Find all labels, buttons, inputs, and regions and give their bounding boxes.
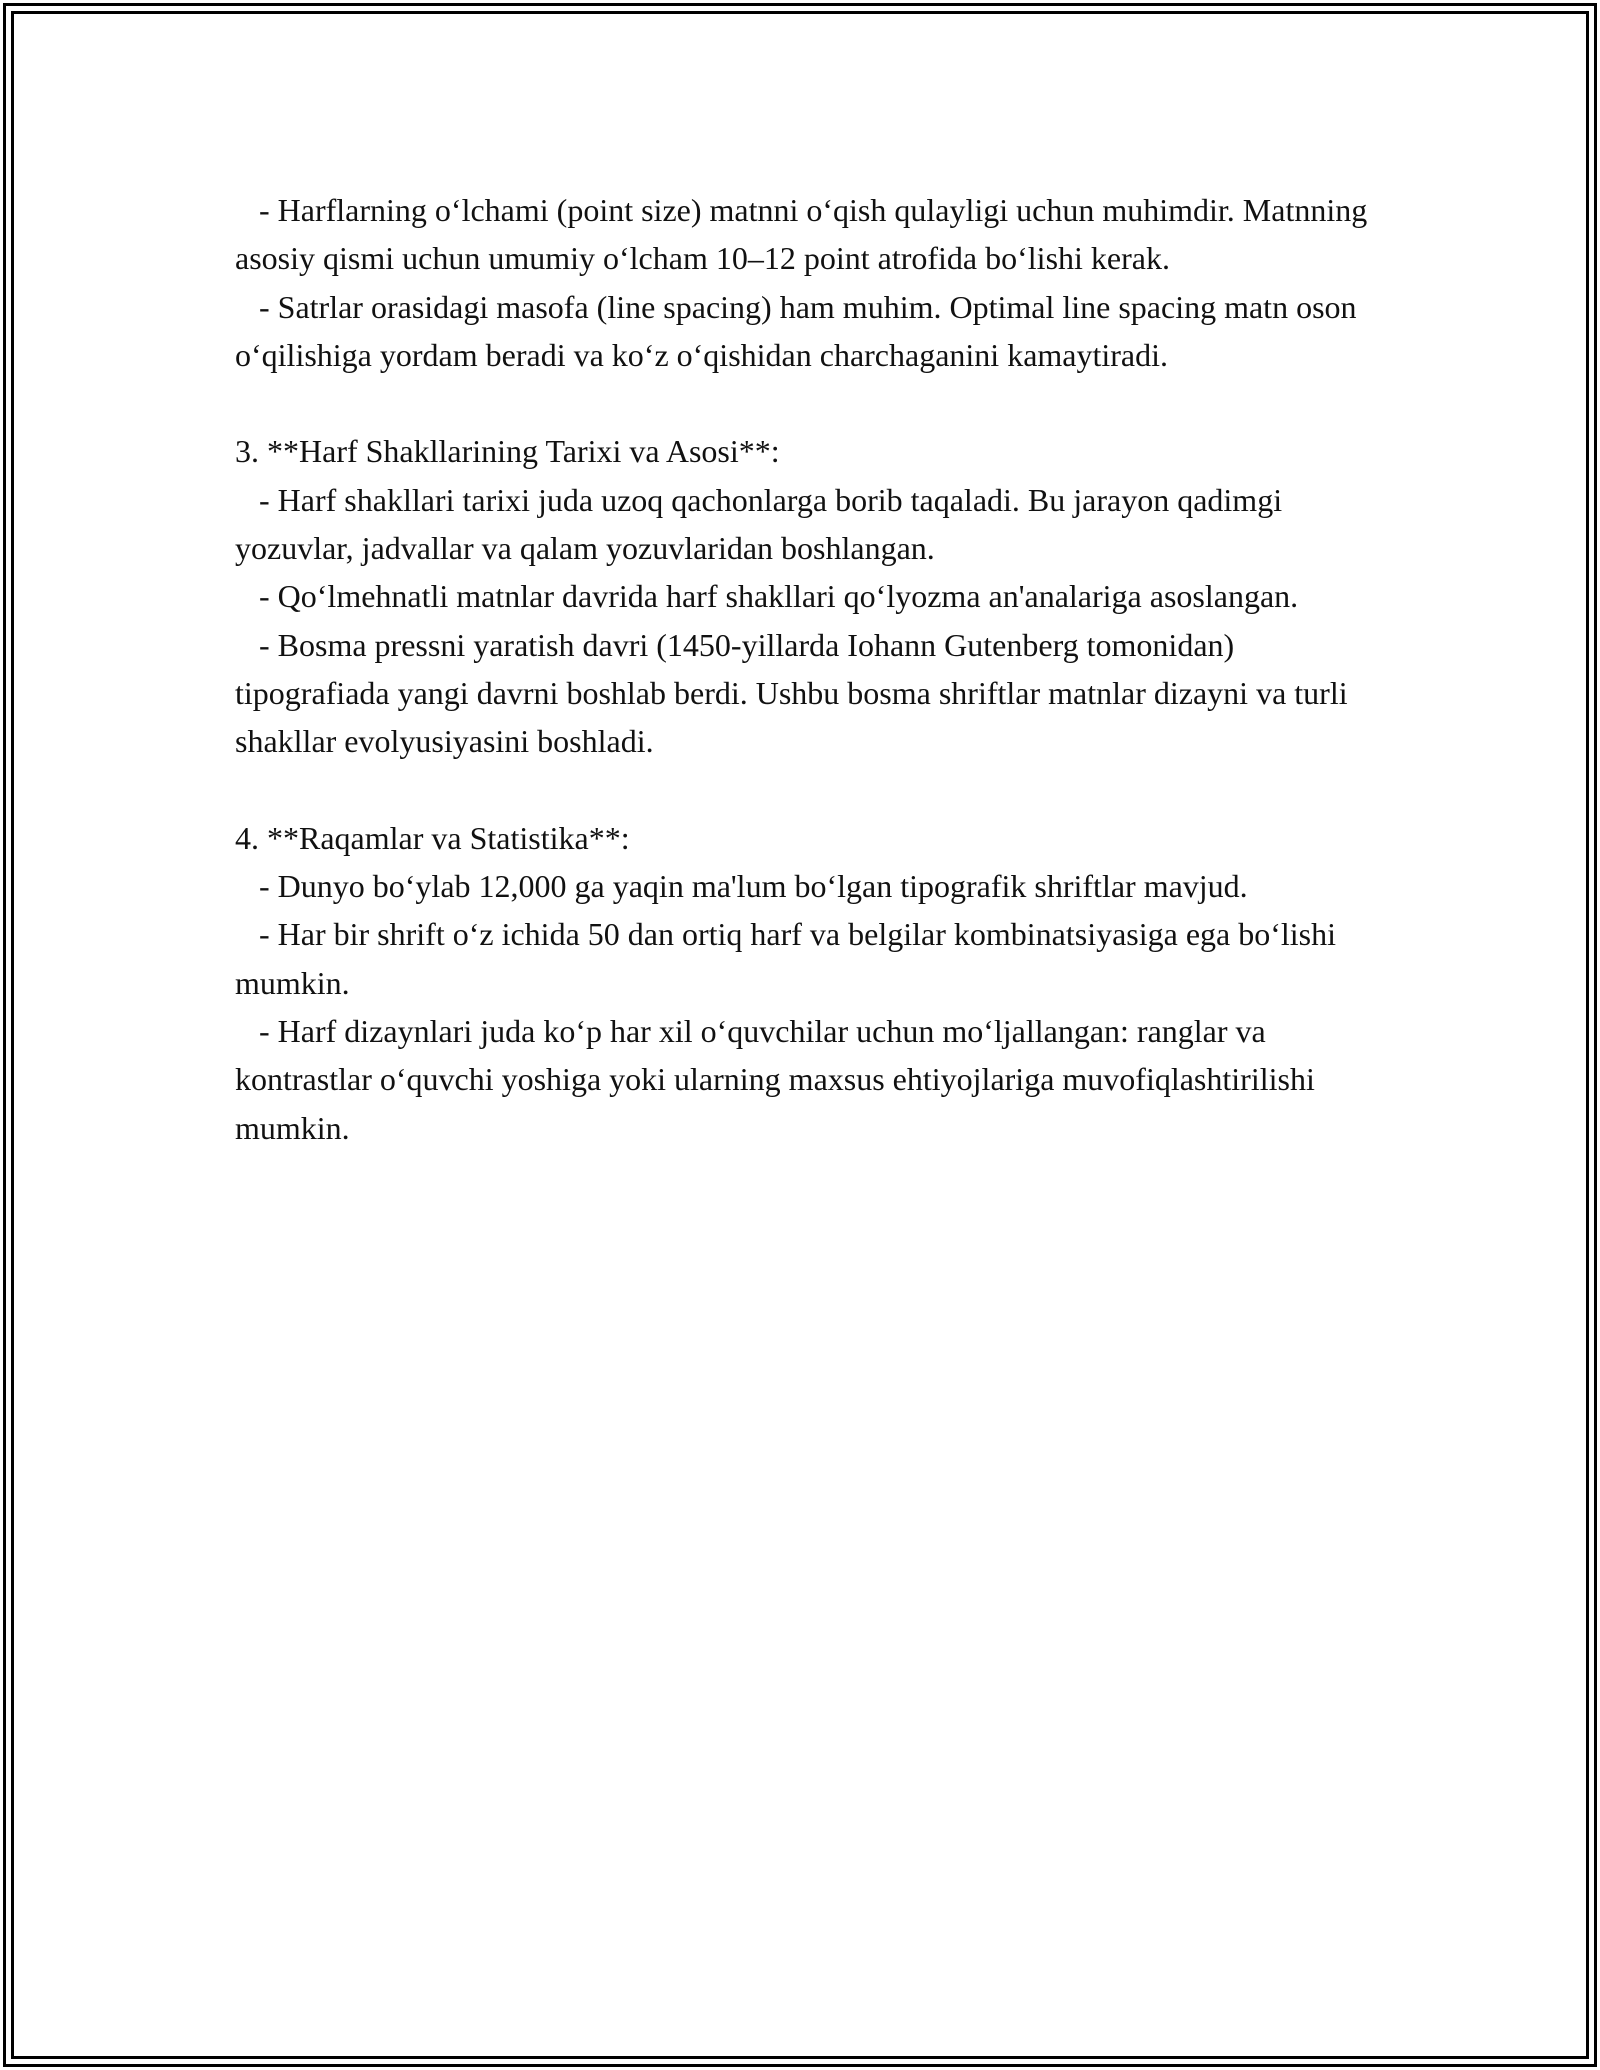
paragraph-printing-press: - Bosma pressni yaratish davri (1450-yillarda Iohann Gutenberg tomonidan) tipografiada yangi davrni boshlab berdi. Ushbu bosma shriftlar matnlar dizayni va turli shakllar evolyusiyasini boshladi.: [235, 626, 1356, 760]
paragraph-glyph-count: - Har bir shrift o‘z ichida 50 dan ortiq harf va belgilar kombinatsiyasiga ega bo‘lishi mumkin.: [235, 916, 1345, 1001]
paragraph-point-size: - Harflarning o‘lchami (point size) matnni o‘qish qulayligi uchun muhimdir. Matnning asosiy qismi uchun umumiy o‘lcham 10–12 point atrofida bo‘lishi kerak.: [235, 192, 1376, 277]
paragraph-font-count: - Dunyo bo‘ylab 12,000 ga yaqin ma'lum bo‘lgan tipografik shriftlar mavjud.: [235, 868, 1248, 905]
document-body: [235, 186, 1376, 1152]
section-heading-4: 4. **Raqamlar va Statistika**:: [235, 819, 630, 856]
paragraph-history: - Harf shakllari tarixi juda uzoq qachonlarga borib taqaladi. Bu jarayon qadimgi yozuvlar, jadvallar va qalam yozuvlaridan boshlangan.: [235, 481, 1291, 567]
paragraph-line-spacing: - Satrlar orasidagi masofa (line spacing) ham muhim. Optimal line spacing matn oson o‘qilishiga yordam beradi va ko‘z o‘qishidan charchaganini kamaytiradi.: [235, 288, 1365, 373]
blank-line: [235, 379, 1370, 427]
paragraph-readers: - Harf dizaynlari juda ko‘p har xil o‘quvchilar uchun mo‘ljallangan: ranglar va kontrastlar o‘quvchi yoshiga yoki ularning maxsus ehtiyojlariga muvofiqlashtirilishi mumkin.: [235, 1013, 1323, 1146]
paragraph-manuscript: - Qo‘lmehnatli matnlar davrida harf shakllari qo‘lyozma an'analariga asoslangan.: [235, 578, 1299, 615]
section-heading-3: 3. **Harf Shakllarining Tarixi va Asosi**:: [235, 433, 780, 470]
blank-line: [235, 766, 1370, 814]
